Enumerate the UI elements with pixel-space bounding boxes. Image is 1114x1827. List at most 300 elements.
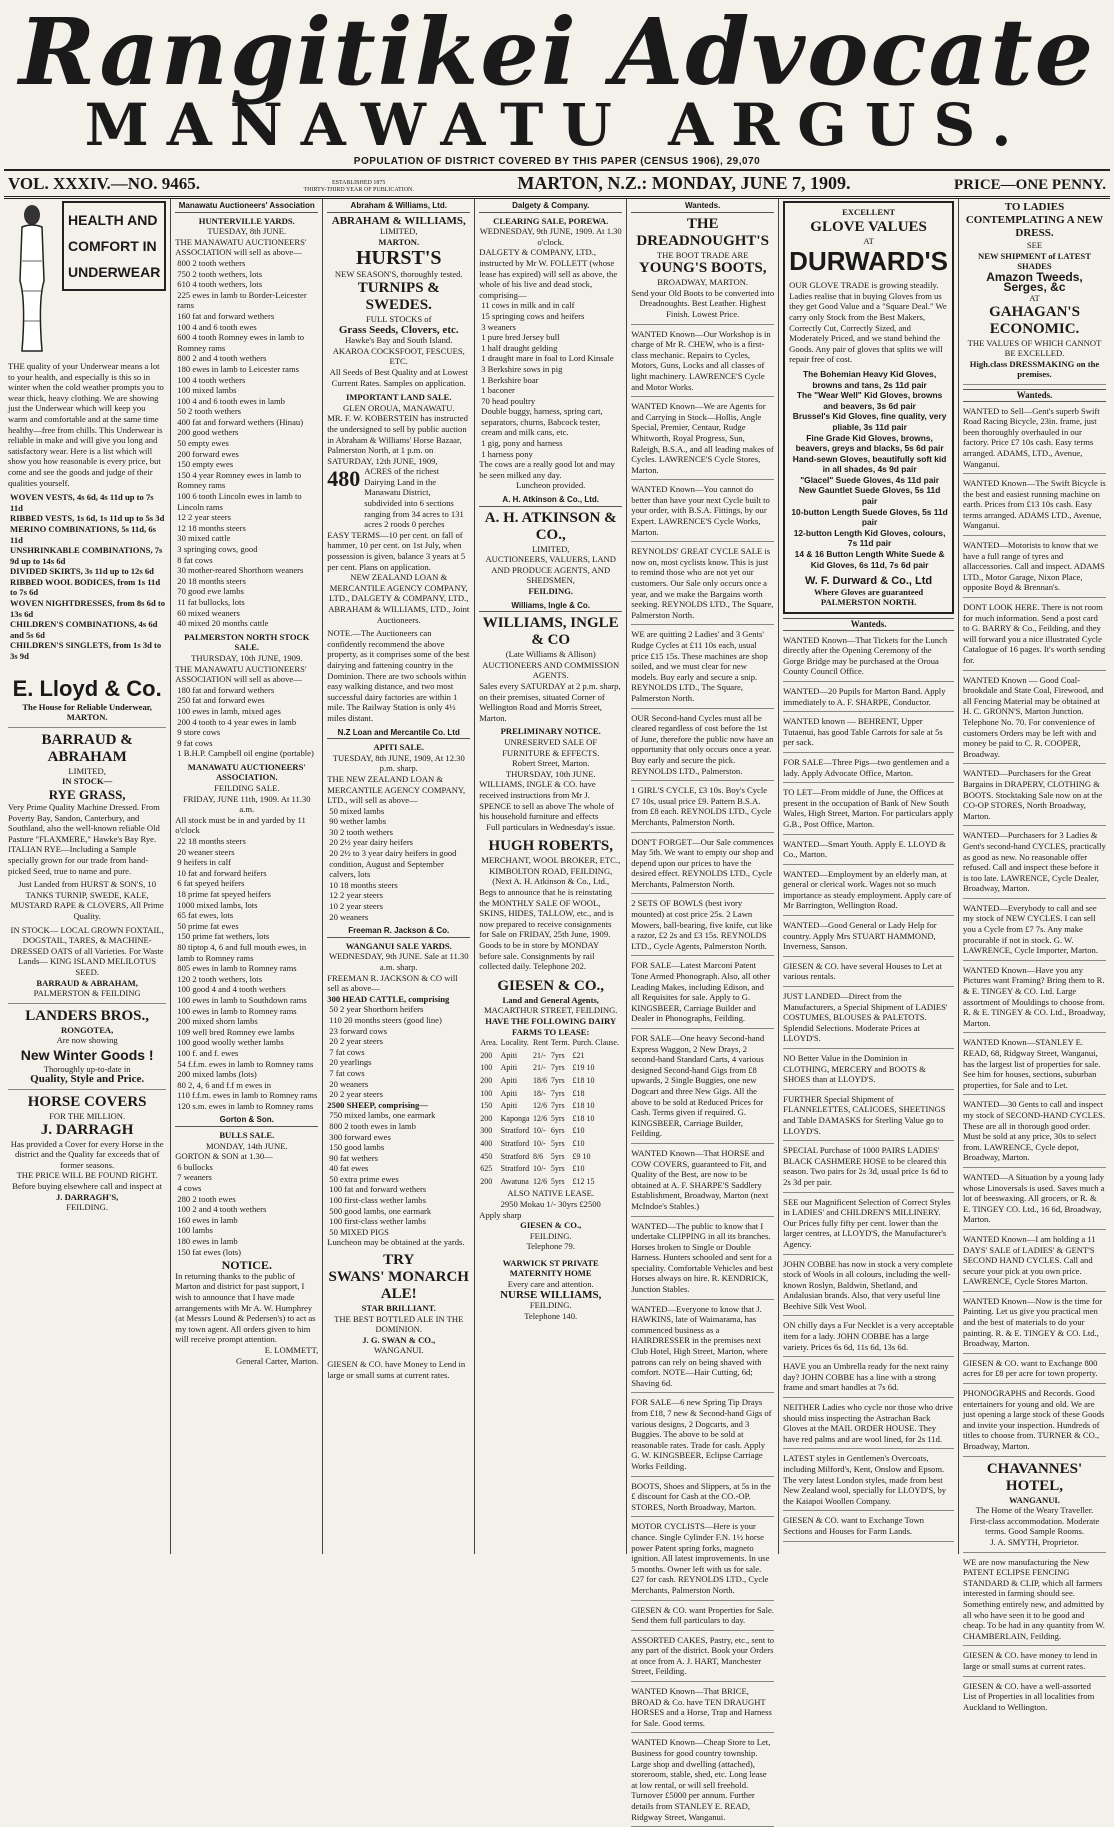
dairy-row [479,1163,622,1176]
lot-item: 23 forward cows [329,1025,388,1036]
freeman-header: Freeman R. Jackson & Co. [327,926,470,938]
lot-item: 50 MIXED PIGS [329,1226,389,1237]
dairy-cell: 625 [480,1164,493,1174]
lot-item: 20 weaner steers [177,846,235,857]
dairy-cell: 5yrs [550,1151,565,1161]
dairy-cell: Apiti [500,1101,518,1111]
dairy-cell: 5yrs [550,1164,565,1174]
dairy-cell: Stratford [500,1126,530,1136]
williams-name: WILLIAMS, INGLE & CO [482,615,619,649]
underwear-ad [8,201,166,728]
lot-item: 1 half draught gelding [481,342,558,353]
dairy-row [479,1062,622,1075]
hugh-roberts: HUGH ROBERTS, [488,838,613,855]
column-2 [171,199,323,1554]
glove-line: Brussel's Kid Gloves, fine quality, very pliable, 3s 11d pair [792,411,947,432]
terms: EASY TERMS—10 per cent. on fall of hammer, 10 per cent. on 1st July, when possession is given, balance 3 years at 5 per cent. Plans on application. [327,529,466,572]
classified-ad: WANTED—The public to know that I undertake CLIPPING in all its branches. Horses broken to Single or Double Harness. Hunters schooled and sent for a speciality. Comfortable Vehicles and best Horses always on hire. R. KENDRICK, Junction Stables. [631,1221,774,1300]
lot-item: 1 B.H.P. Campbell oil engine (portable) [177,748,314,759]
dairy-cell: Apiti [500,1063,518,1073]
dairy-cell: 7yrs [550,1088,565,1098]
hugh-address: KIMBOLTON ROAD, FEILDING, [489,865,613,876]
dairy-cell: Kaponga [500,1113,530,1123]
classified-ad: WANTED Known—I am holding a 11 DAYS' SALE of LADIES' & GENT'S SECOND HAND CYCLES. Call and secure your pick at you own price. LAWRENCE, Cycle Stores Marton. [963,1234,1106,1292]
newspaper-subtitle: MANAWATU ARGUS. [84,91,1030,159]
glove-line: 12-button Length Kid Gloves, colours, 7s 11d pair [793,527,946,549]
warwick-text: Every care and attention. [507,1279,594,1290]
classified-ad: REYNOLDS' GREAT CYCLE SALE is now on, most cyclists know. This is just to remind those who are not yet our customers. Our Sale only occurs once a year, and we make the Bargains worth seeking. REYNOLDS LTD., The Square, Palmerston North. [631,546,774,625]
williams-text: AUCTIONEERS AND COMMISSION AGENTS. [482,659,620,681]
swan-place: WANGANUI. [374,1345,424,1356]
barraud-ad [8,732,166,1004]
freeman-sheep-lots [327,1110,470,1237]
lot-item: 180 ewes in lamb to Leicester rams [177,363,300,374]
lot-item: 30 2 tooth wethers [329,826,393,837]
lot-item: 160 fat and forward wethers [177,310,275,321]
land-text: MR. F. W. KOBERSTEIN has instructed the undersigned to sell by public auction in Abraham & Williams' Horse Bazaar, Palmerston North, at 1 p.m. on SATURDAY, 12th JUNE, 1909, [327,413,468,466]
classified-ad: DONT LOOK HERE. There is not room for much information. Send a post card to G. BARRY & Co., Feilding, and they will forward you a nice illustrated Cycle Catalogue of 16 pages. It's worth sending for. [963,602,1106,671]
glove-lines [789,369,948,570]
see: SEE [1026,240,1043,250]
lot-item: 600 4 tooth Romney ewes in lamb to Romney rams [177,332,305,353]
dairy-cell: 18/- [532,1088,546,1098]
dairy-row [479,1113,622,1126]
barraud-rye: RYE GRASS, [48,787,126,802]
grass-seeds: Grass Seeds, Clovers, etc. [338,323,459,336]
giesen-sign-place: FEILDING. [529,1230,572,1241]
lot-item: 300 forward ewes [329,1131,391,1142]
lot-item: 20 2 year steers [329,1036,383,1047]
at: AT [863,235,874,246]
classified-ad: FOR SALE—Latest Marconi Patent Tone Armed Phonograph. Also, all other Leading Makes, including Edison, and all Requisites for sale. Apply to G. KINGSBEER, Carriage Builder and Dealer in Phonographs, Feilding. [631,960,774,1029]
dairy-cell: 400 [480,1138,493,1148]
land-sale: IMPORTANT LAND SALE. [345,392,452,403]
underwear-headline: HEALTH AND COMFORT IN UNDERWEAR [62,201,166,291]
classified-ad: WANTED known — BEHRENT, Upper Tutaenui, has good Table Carrots for sale at 5s per sack. [783,716,954,753]
lot-item: 100 ewes in lamb to Romney rams [177,1005,297,1016]
lot-item: 9 heifers in calf [177,857,231,868]
classified-ad: MOTOR CYCLISTS—Here is your chance. Single Cylinder F.N. 1½ horse power Patent spring forks, magneto ignition. All latest improvements. In use 5 months. Owner left with us for sale. £27 for cash. REYNOLDS LTD., Cycle Merchants, Palmerston North. [631,1521,774,1600]
full-stocks: FULL STOCKS of [366,313,432,324]
dreadnought-address: BROADWAY, MARTON. [657,277,749,288]
lot-item: 9 fat cows [177,737,213,748]
landers-quality: Quality, Style and Price. [30,1073,145,1086]
classified-ad: ASSORTED CAKES, Pastry, etc., sent to any part of the district. Book your Orders at once from A. J. HART, Manchester Street, Feilding. [631,1635,774,1682]
lot-item: 150 good lambs [329,1142,385,1153]
lot-item: 200 forward ewes [177,448,239,459]
freeman-cattle: 300 HEAD CATTLE, comprising [327,993,450,1004]
aw-ltd: LIMITED, [380,226,418,237]
dairy-row [479,1075,622,1088]
glove-line: "Glacel" Suede Gloves, 4s 11d pair [800,474,939,485]
lot-item: 10 fat and forward heifers [177,867,267,878]
lot-item: 12 18 months steers [177,522,246,533]
lot-item: 100 4 and 6 tooth ewes in lamb [177,395,285,406]
lot-item: 15 springing cows and heifers [481,310,585,321]
acres-number: 480 [327,466,361,492]
lot-item: 70 head poultry [481,395,536,406]
apiti-intro: THE NEW ZEALAND LOAN & MERCANTILE AGENCY COMPANY, LTD., will sell as above— [327,773,466,806]
classified-ad: JUST LANDED—Direct from the Manufacturers, a Special Shipment of LADIES' COSTUMES, BLOUSES & PALETOTS. Splendid Selections. Moderate Prices at LLOYD'S. [783,991,954,1049]
lot-item: 110 20 months steers (good line) [329,1014,442,1025]
williams-sales: Sales every SATURDAY at 2 p.m. sharp, on their premises, situated Corner of Wellington Road and Morris Street, Marton. [479,680,621,723]
durward-company: W. F. Durward & Co., Ltd [805,575,933,588]
wanganui-yards: WANGANUI SALE YARDS. [345,940,452,951]
giesen-list: GIESEN & CO. have a well-assorted List of Properties in all localities from Auckland to Wellington. [963,1680,1095,1712]
classified-ad: FOR SALE—6 new Spring Tip Drays from £18, 7 new & Second-hand Gigs of various designs, 2 Dogcarts, and 3 Buggies. The above to be sold at reasonable rates. Trade for cash. Apply G. W. KINGSBEER, Eclipse Carriage Works Feilding. [631,1397,774,1476]
lot-item: 150 fat ewes (lots) [177,1246,242,1257]
lot-item: 3 springing cows, good [177,544,258,554]
dairy-row [479,1138,622,1151]
palmerston-date: THURSDAY, 10th JUNE, 1909. [191,652,303,663]
glove-line: New Gauntlet Suede Gloves, 5s 11d pair [798,485,941,507]
classified-ad: SEE our Magnificent Selection of Correct Styles in LADIES' and CHILDREN'S MILLINERY. Our Prices fully fifty per cent. lower than the larger centres, at LLOYD'S, the Manufacturer's Agency. [783,1197,954,1255]
glove-line: 14 & 16 Button Length White Suede & Kid Gloves, 6s 11d, 7s 6d pair [794,549,945,570]
lot-item: 1 draught mare in foal to Lord Kinsale [481,353,614,364]
dairy-cell: 21/- [532,1050,546,1060]
price-line: WOVEN NIGHTDRESSES, from 8s 6d to 13s 6d [10,598,166,619]
atkinson-text: AUCTIONEERS, VALUERS, LAND AND PRODUCE AGENTS, AND SHEDSMEN, [485,554,616,586]
durward-place: PALMERSTON NORTH. [820,597,917,608]
classified-ad: WANTED—A Situation by a young lady whose Linoversals is used. Saves much a lot of beeswaxing. All grocers, or R. & E. TINGEY CO. Ltd., 16 6d, Broadway, Marton. [963,1172,1106,1230]
bulls-date: MONDAY, 14th JUNE. [205,1140,288,1151]
price-line: MERINO COMBINATIONS, 5s 11d, 6s 11d [10,523,156,545]
freeman-sheep: 2500 SHEEP, comprising— [327,1099,428,1110]
dairy-row [479,1050,622,1063]
barraud-stock-2: IN STOCK— LOCAL GROWN FOXTAIL, DOGSTAIL, TARES, & MACHINE-DRESSED OATS of all Varieties. For Waste Lands— KING ISLAND MELILOTUS SEED. [10,924,164,977]
dairy-cell: 200 [480,1050,493,1060]
dairy-cell: £18 10 [572,1101,595,1111]
classified-ad: WE are quitting 2 Ladies' and 3 Gents' Rudge Cycles at £11 10s each, usual price £15 15s. These machines are shop soiled, and we must clear for new models. Buy early and secure a snip. REYNOLDS LTD., The Square, Palmerston North. [631,629,774,708]
lot-item: 750 mixed lambs, one earmark [329,1110,436,1121]
woman-illustration-icon [8,201,56,361]
dairy-cell: 12/6 [532,1101,548,1111]
thursday-date: THURSDAY, 10th JUNE. [505,768,596,779]
lot-item: 200 good wethers [177,427,239,438]
dairy-cell: 100 [480,1088,493,1098]
lot-item: 120 2 tooth wethers, lots [177,973,263,984]
darragh-ad [8,1094,166,1213]
hunterville-title: HUNTERVILLE YARDS. [198,215,295,226]
underwear-prices [8,492,166,662]
glove-line: Hand-sewn Gloves, beautifully soft kid in all shades, 4s 9d pair [792,453,947,475]
notice-text: In returning thanks to the public of Marton and district for past support, I wish to announce that I have made arrangements with Mr A. W. Humphrey (at Messrs Lound & Pedersen's) to act as my town agent. All orders given to him will receive prompt attention. [175,1270,316,1345]
nurse-williams: NURSE WILLIAMS, [500,1288,602,1301]
barraud-ltd: LIMITED, [68,765,106,776]
volume-number: VOL. XXXIV.—NO. 9465. [8,174,201,193]
newspaper-title: Rangitikei Advocate [18,0,1096,106]
williams-instructions: WILLIAMS, INGLE & CO. have received instructions from Mr J. SPENCE to sell as above The whole of his household furniture and effects [479,779,614,822]
hunterville-lots [175,258,318,629]
lot-item: 150 4 year Romney ewes in lamb to Romney rams [177,469,302,491]
lot-item: 70 good ewe lambs [177,586,244,597]
horse-for: FOR THE MILLION. [49,1111,126,1122]
dairy-cell: 150 [480,1101,493,1111]
classified-ad: WANTED—Employment by an elderly man, at general or clerical work. Wages not so much importance as steady employment. Apply care of Mr Barrington, Wellington Road. [783,869,954,916]
freeman-lots [327,1004,470,1099]
lot-item: 7 fat cows [329,1067,365,1078]
dairy-cell: 10/- [532,1138,546,1148]
aw-name: ABRAHAM & WILLIAMS, [331,214,466,227]
aw-place: MARTON. [378,236,420,247]
dairy-cell: Apiti [500,1088,518,1098]
column-4-header: Dalgety & Company. [479,201,622,213]
gorton-header: Gorton & Son. [175,1115,318,1127]
dairy-cell: 5yrs [550,1138,565,1148]
lot-item: 160 ewes in lamb [177,1214,238,1225]
dairy-cell: £10 [572,1164,585,1174]
classified-ad: GIESEN & CO. want Properties for Sale. Send them full particulars to day. [631,1605,774,1631]
lot-item: 40 fat ewes [329,1163,369,1174]
lloyd-block [8,676,166,723]
classified-ad: WANTED Known—Cheap Store to Let, Business for good country township. Large shop and dwelling (attached), storeroom, stable, shed, etc. Long lease at low rental, or will sell freehold. Turnover £5000 per annum. Further details from STANLEY E. READ, Ridgway Street, Wanganui. [631,1737,774,1827]
palmerston-title: PALMERSTON NORTH STOCK SALE. [184,631,310,653]
unreserved-sale: UNRESERVED SALE OF FURNITURE & EFFECTS. [502,736,600,758]
classified-ad: WANTED—Smart Youth. Apply E. LLOYD & Co., Marton. [783,839,954,865]
lot-item: 110 f.f.m. ewes in lamb to Romney rams [177,1090,318,1101]
classified-ad: GIESEN & CO. have several Houses to Let at various rentals. [783,961,954,987]
hugh-body: Begs to announce that he is reinstating the MONTHLY SALE OF WOOL, SKINS, HIDES, TALLOW, etc., and is now prepared to receive consignments for Sale on FRIDAY, 25th June, 1909. Goods to be in store by MONDAY before sale. Consignments by rail collected daily. Telephone 202. [479,887,614,972]
barraud-sign-place: PALMERSTON & FEILDING [33,988,141,999]
lloyd-tagline: The House for Reliable Underwear, [22,701,152,712]
lot-item: 800 2 and 4 tooth wethers [177,353,267,364]
dairy-column-header: Rent [532,1038,549,1048]
notice-place: General Carter, Marton. [236,1355,319,1366]
place-date: MARTON, N.Z.: MONDAY, JUNE 7, 1909. [517,173,851,193]
dairy-table [479,1037,622,1188]
lot-item: 750 2 tooth wethers, lots [177,268,263,279]
column-3 [323,199,475,1554]
darragh-shop: J. DARRAGH'S, [55,1191,119,1202]
darragh-text: Has provided a Cover for every Horse in the district and the Quality far exceeds that of former seasons. [10,1138,164,1170]
classified-ad: JOHN COBBE has now in stock a very complete stock of Wools in all colours, including the well-known Roslyn, Baldwin, Shetland, and Andalusian brands. Also, that very useful line Beehive Silk Vest Wool. [783,1259,954,1317]
lot-item: 90 fat wethers [329,1152,378,1163]
nzloan-header: N.Z Loan and Mercantile Co. Ltd [327,728,470,740]
nurse-place: FEILDING. [529,1300,572,1311]
landers-name: LANDERS BROS., [25,1007,150,1024]
gahagan-ad [963,201,1106,385]
lot-item: 12 2 year steers [177,512,231,523]
feilding-lots [175,836,318,1111]
hunterville-intro: THE MANAWATU AUCTIONEERS' ASSOCIATION will sell as above— [175,236,307,258]
feilding-header: MANAWATU AUCTIONEERS' ASSOCIATION. [187,761,306,783]
classified-ad: WANTED Known—That BRICE, BROAD & Co. have TEN DRAUGHT HORSES and a Horse, Trap and Harness for Sale. Good terms. [631,1686,774,1733]
lot-item: 100 4 and 6 tooth ewes [177,321,257,332]
classified-ad: WANTED Known—Our Workshop is in charge of Mr R. CHEW, who is a first-class mechanic. Repairs to Cycles, Motors, Guns, Locks and all classes of light machinery. LAWRENCE'S Cycle and Motor Works. [631,329,774,398]
hursts-sub: NEW SEASON'S, thoroughly tested. [334,269,463,280]
classified-ad: SPECIAL Purchase of 1000 PAIRS LADIES' BLACK CASHMERE HOSE to be cleared this season. Two pairs for 2s 3d, usual price 1s 6d to 2s 3d per pair. [783,1145,954,1192]
price-line: CHILDREN'S SINGLETS, from 1s 3d to 3s 9d [10,640,162,662]
lot-item: 610 4 tooth wethers, lots [177,279,263,290]
dairy-cell: 10/- [532,1164,546,1174]
classified-ad: WANTED Known—We are Agents for and Carrying in Stock—Hollis, Angle Special, Premier, Centaur, Rudge Whitworth, Royal Progress, Sun, Raleigh, B.S.A., and all leading makes of Cycles. LAWRENCE'S Cycle Stores, Marton. [631,401,774,480]
wanteds-heading: Wanteds. [783,618,954,631]
lot-item: 12 2 year steers [329,890,383,901]
column-5 [627,199,779,1822]
price-line: RIBBED VESTS, 1s 6d, 1s 11d up to 5s 3d [10,513,165,524]
lot-item: 20 2½ year dairy heifers [329,837,414,848]
swan-name: J. G. SWAN & CO., [362,1334,436,1345]
landers-showing: Are now showing [56,1035,118,1046]
lot-item: 20 2½ to 3 year dairy heifers in good condition, August and September calvers, lots [329,848,457,880]
lot-item: 18 prime fat speyed heifers [177,889,271,899]
dairy-cell: Stratford [500,1151,530,1161]
dairy-cell: 5yrs [550,1113,565,1123]
dairy-row [479,1176,622,1189]
lot-item: 7 weaners [177,1172,212,1183]
dairy-row [479,1088,622,1101]
atkinson-ltd: LIMITED, [531,543,570,554]
dairy-cell: 200 [480,1113,493,1123]
dairy-column-header: Area. [480,1038,498,1048]
lot-item: 1 pure bred Jersey bull [481,332,560,343]
column-1 [4,199,171,1554]
classified-ad: WANTED Known—Have you any Pictures want Framing? Bring them to R. & E. TINGEY & CO. Ltd. Large assortment of Mouldings to choose from. R. & E. TINGEY & CO. Ltd., Broadway, Marton. [963,965,1106,1034]
lot-item: 500 good lambs, one earmark [329,1205,432,1216]
values: THE VALUES OF WHICH CANNOT BE EXCELLED. [967,337,1102,359]
lot-item: 1000 mixed lambs, lots [177,899,258,910]
luncheon: Luncheon provided. [516,480,586,491]
dateline [4,169,1110,199]
lot-item: 22 18 months steers [177,836,246,847]
wanted-ads [631,329,774,1827]
masthead [4,0,1110,167]
dreadnought-line-2: THE BOOT TRADE ARE [656,249,749,260]
native-row: 2950 Mokau 1/- 30yrs £2500 [500,1198,601,1209]
dairy-cell: 12/6 [532,1176,548,1186]
lot-item: 180 fat and forward wethers [177,684,275,695]
lot-item: 150 prime fat wethers, lots [177,931,270,942]
classified-ad: WANTED—Everyone to know that J. HAWKINS, late of Waimarama, has commenced business as a HAIRDRESSER in the premises next Club Hotel, High Street, Marton, where patrons can rely on being shaved with comfort. NOTE—Hair Cutting, 6d; Shaving 6d. [631,1304,774,1394]
darragh-before: Before buying elsewhere call and inspect at [12,1181,163,1192]
dairy-cell: 21/- [532,1063,546,1073]
dairy-heading: HAVE THE FOLLOWING DAIRY FARMS TO LEASE: [485,1016,617,1037]
giesen-money: GIESEN & CO. have Money to Lend in large or small sums at current rates. [327,1359,466,1380]
gahagan-name: GAHAGAN'S ECONOMIC. [989,303,1080,337]
chavannes-name: CHAVANNES' HOTEL, [986,1460,1083,1494]
chavannes-ad [963,1461,1106,1553]
landers-place: RONGOTEA, [61,1024,114,1035]
dairy-cell: 5yrs [550,1176,565,1186]
column-6 [779,199,959,1554]
wanganui-date: WEDNESDAY, 9th JUNE. Sale at 11.30 a.m. sharp. [328,951,469,972]
lot-item: 100 ewes in lamb, mixed ages [177,705,281,716]
lot-item: 1 harness pony [481,448,533,459]
dairy-cell: 200 [480,1075,493,1085]
lot-item: 65 fat ewes, lots [177,910,234,921]
dairy-row [479,1100,622,1113]
lot-item: 4 cows [177,1183,202,1194]
lot-item: 3 Berkshire sows in pig [481,363,563,374]
durwards-ad [783,201,954,614]
lloyd-name: E. Lloyd & Co. [12,675,162,701]
wanteds-heading: Wanteds. [963,389,1106,402]
lot-item: 11 cows in milk and in calf [481,300,575,311]
turnips: TURNIPS & SWEDES. [357,279,440,313]
dairy-cell: 300 [480,1126,493,1136]
chavannes-tag: The Home of the Weary Traveller. [975,1505,1094,1516]
feilding-sale: FEILDING SALE. [214,783,280,794]
classified-ad: HAVE you an Umbrella ready for the next rainy day? JOHN COBBE has a line with a strong frame and smart handles at 7s 6d. [783,1361,954,1398]
lot-item: 100 good woolly wether lambs [177,1037,284,1048]
classified-ad: 2 SETS OF BOWLS (best ivory mounted) at cost price 25s. 2 Lawn Mowers, ball-bearing, five knife, cut like a razor, £2 2s and £3 15s. REYNOLDS LTD., Cycle Agents, Palmerston North. [631,898,774,956]
lot-item: 100 fat and forward wethers [329,1184,427,1195]
warwick-home: WARWICK ST PRIVATE MATERNITY HOME [502,1257,599,1279]
apply-sharp: Apply sharp [479,1209,522,1220]
lot-item: 1 Berkshire boar [481,374,539,385]
lot-item: 100 first-class wether lambs [329,1195,426,1206]
excellent: EXCELLENT [842,207,896,217]
underwear-text: THE quality of your Underwear means a lot to your health, and especially is this so in winter when the cold weather prompts you to wear thick, heavy clothing. We are showing just the Underwear which will keep you warm and comfortable and at the same time healthy—free from chills. This Underwear is reliable in make and will give you long and satisfactory wear. Here is a list which will show you how reasonable is every price, but come and see the goods and judge of their qualities yourself. [8,361,164,488]
dairy-cell: 8/6 [532,1151,544,1161]
best-ale: THE BEST BOTTLED ALE IN THE DOMINION. [334,1313,464,1335]
durwards-name: DURWARD'S [789,246,948,277]
dairy-cell: Awatuna [500,1176,529,1186]
column-5-header: Wanteds. [631,201,774,213]
gorton-intro: GORTON & SON at 1.30— [175,1151,273,1162]
lot-item: 30 mixed cattle [177,533,231,544]
dairy-row [479,1125,622,1138]
classified-ad: WANTED Known—That HORSE and COW COVERS, guaranteed to Fit, and Quality of the Best, are now to be obtained at A. F. SHARPE'S Saddlery Establishment, Broadway, Marton (next McIndoe's Stables.) [631,1148,774,1217]
lot-item: 7 fat cows [329,1046,365,1057]
chavannes-text: First-class accommodation. Moderate terms. Good Sample Rooms. [969,1515,1100,1537]
notice-title: NOTICE. [221,1258,272,1273]
glen-oroua: GLEN OROUA, MANAWATU. [343,402,455,413]
classified-ad: DON'T FORGET—Our Sale commences May 5th. We want to empty our shop and depend upon our prices to have the desired effect. REYNOLDS LTD., Cycle Merchants, Palmerston North. [631,837,774,895]
year-of-publication: THIRTY-THIRD YEAR OF PUBLICATION. [303,187,414,193]
porewa-title: CLEARING SALE, POREWA. [493,215,609,226]
best-quality: All Seeds of Best Quality and at Lowest Current Rates. Samples on application. [329,366,468,388]
darragh-price: THE PRICE WILL BE FOUND RIGHT. [16,1170,158,1181]
dairy-cell: Stratford [500,1164,530,1174]
lot-item: 20 yearlings [329,1057,372,1068]
classified-ad: WANTED—Purchasers for the Great Bargains in DRAPERY, CLOTHING & BOOTS. Stocktaking Sale now on at the CO-OP STORES, North Broadway, Marton. [963,768,1106,826]
landers-tag: Thoroughly up-to-date in [43,1063,131,1074]
lot-item: 100 mixed lambs [177,385,237,396]
classified-ad: WANTED—Motorists to know that we have a full range of tyres and allaccessories. Call and inspect. ADAMS LTD., Motor Garage, Nixon Place, opposite Boyd & Brennan's. [963,540,1106,598]
classified-ad: 1 GIRL'S CYCLE, £3 10s. Boy's Cycle £7 10s, usual price £9. Pattern B.S.A. from £8 each. REYNOLDS LTD., Cycle Merchants, Palmerston North. [631,785,774,832]
barraud-signature: BARRAUD & ABRAHAM, [36,977,138,988]
dairy-cell: 7yrs [550,1075,565,1085]
wanted-ads [783,635,954,1542]
classified-ad: ON chilly days a Fur Necklet is a very acceptable item for a lady. JOHN COBBE has a large variety. Prices 6s 6d, 11s 6d, 13s 6d. [783,1320,954,1357]
hugh-next: (Next A. H. Atkinson & Co., Ltd., [492,876,610,887]
classified-ad: WANTED—Purchasers for 3 Ladies & Gent's second-hand CYCLES, practically as good as new. No reasonable offer refused. Call and inspect these before it is too late. LAWRENCE, Cycle Dealer, Broadway, Marton. [963,830,1106,899]
lot-item: 9 store cows [177,727,221,738]
dairy-cell: 6yrs [550,1126,565,1136]
dairy-cell: £9 10 [572,1151,591,1161]
darragh-name: J. DARRAGH [40,1121,134,1138]
feilding-intro: All stock must be in and yarded by 11 o'clock [175,814,306,836]
lot-item: 20 weaners [329,1078,369,1089]
column-7 [959,199,1110,1712]
dairy-cell: £10 [572,1138,585,1148]
chavannes-place: WANGANUI. [1009,1494,1060,1505]
classified-ad: WANTED—20 Pupils for Marton Band. Apply immediately to A. F. SHARPE, Conductor. [783,686,954,712]
lot-item: 30 mother-reared Shorthorn weaners [177,565,304,576]
nurse-telephone: Telephone 140. [524,1310,578,1321]
lot-item: 100 first-class wether lambs [329,1216,426,1227]
classified-ad: WANTED Known — Good Coal-brookdale and State Coal, Firewood, and all Fencing Material may be obtained at H. C. GRONN'S, Marton Junction. Telephone No. 70. For convenience of customers Orders may be left with and money be paid to C. R. COOPER, Broadway. [963,675,1106,765]
lot-item: 1 baconer [481,385,515,396]
lot-item: 100 lambs [177,1225,213,1236]
lot-item: 180 ewes in lamb [177,1236,238,1246]
dairy-cell: 7yrs [550,1101,565,1111]
barraud-stock: IN STOCK— [62,776,113,787]
atkinson-place: FEILDING. [528,586,574,596]
classified-ad: NO Better Value in the Dominion in CLOTHING, MERCERY and BOOTS & SHOES than at LLOYD'S. [783,1053,954,1090]
lot-item: 20 18 months steers [177,575,246,586]
